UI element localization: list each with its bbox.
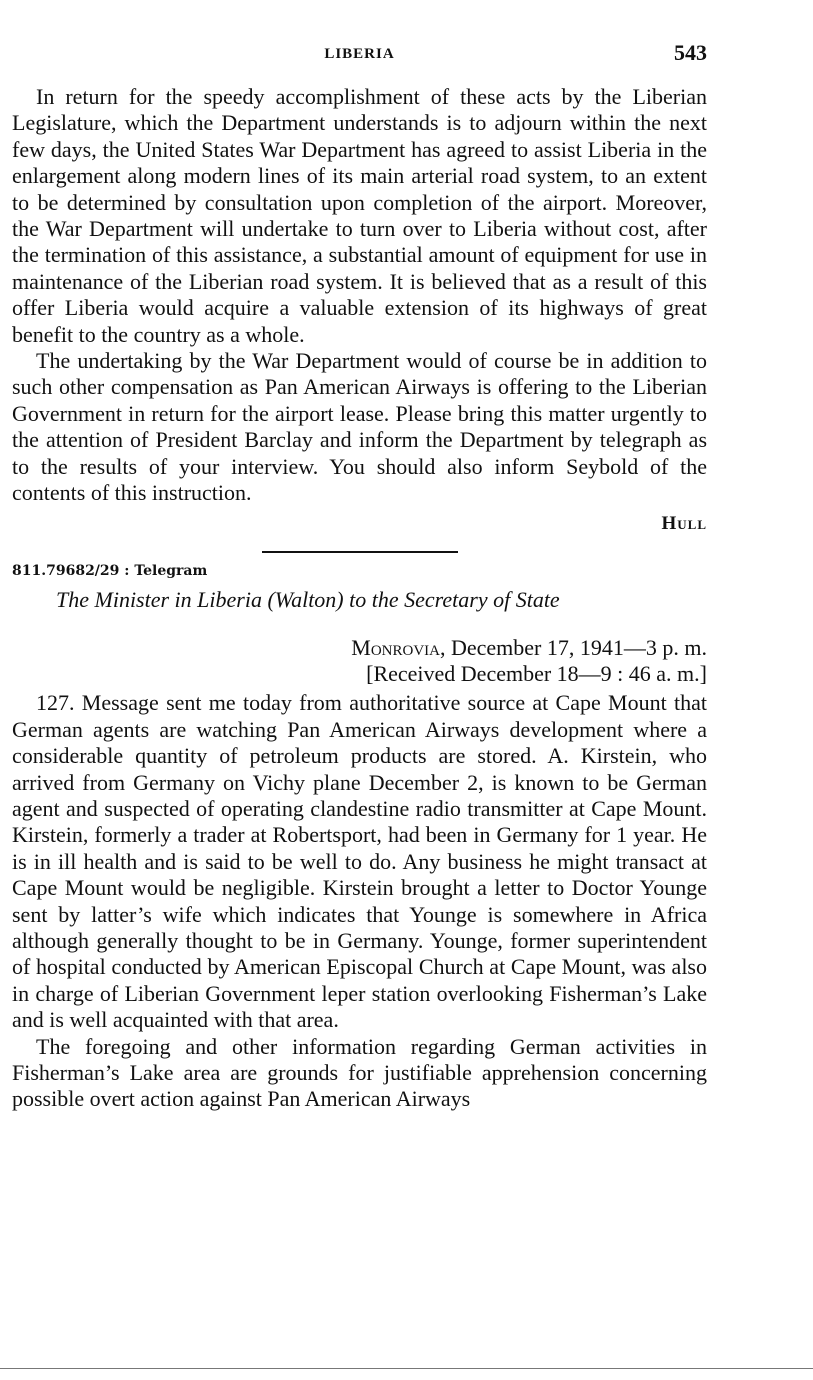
paragraph: The foregoing and other information regarding German activities in Fisherman’s Lake area are grounds for justifiable apprehension concerning possible overt action against Pan American Airways — [12, 1033, 707, 1112]
document-title: The Minister in Liberia (Walton) to the Secretary of State — [56, 586, 560, 612]
paragraph: The undertaking by the War Department would of course be in addition to such other compensation as Pan American Airways is offering to the Liberian Government in return for the airport lease. Please bring this matter urgently to the attention of President Barclay and inform the Department by telegraph as to the results of your interview. You should also inform Seybold of the contents of this instruction. — [12, 348, 707, 506]
scan-edge-line — [0, 1368, 813, 1369]
file-reference: 811.79682/29 : Telegram — [12, 562, 208, 579]
dateline-date: , December 17, 1941—3 p. m. — [440, 634, 707, 660]
instruction-text — [12, 84, 707, 535]
paragraph: In return for the speedy accomplishment of these acts by the Liberian Legislature, which the Department understands is to adjourn within the next few days, the United States War Department has agreed to assist Liberia in the enlargement along modern lines of its main arterial road system, to an extent to be determined by consultation upon completion of the airport. Moreover, the War Department will undertake to turn over to Liberia without cost, after the termination of this assistance, a substantial amount of equipment for use in maintenance of the Liberian road system. It is believed that as a result of this offer Liberia would acquire a valuable extension of its highways of great benefit to the country as a whole. — [12, 84, 707, 347]
paragraph: 127. Message sent me today from authoritative source at Cape Mount that German agents are watching Pan American Airways development where a considerable quantity of petroleum products are stored. A. Kirstein, who arrived from Germany on Vichy plane December 2, is known to be German agent and suspected of operating clandestine radio transmitter at Cape Mount. Kirstein, formerly a trader at Robertsport, had been in Germany for 1 year. He is in ill health and is said to be well to do. Any business he might transact at Cape Mount would be negligible. Kirstein brought a letter to Doctor Younge sent by latter’s wife which indicates that Younge is somewhere in Africa although generally thought to be in Germany. Younge, former superintendent of hospital conducted by American Episcopal Church at Cape Mount, was also in charge of Liberian Government leper station overlooking Fisherman’s Lake and is well acquainted with that area. — [12, 690, 707, 1033]
signature: Hull — [661, 512, 707, 534]
dateline-place: Monrovia — [351, 634, 440, 660]
page-header — [12, 40, 707, 72]
page-number: 543 — [674, 40, 707, 65]
document-page — [12, 40, 707, 1113]
section-divider — [262, 551, 458, 553]
dateline — [12, 635, 707, 688]
telegram-section — [12, 563, 707, 1113]
dateline-received: [Received December 18—9 : 46 a. m.] — [366, 660, 707, 686]
dateline-sent — [12, 635, 707, 661]
running-head: LIBERIA — [324, 46, 395, 62]
